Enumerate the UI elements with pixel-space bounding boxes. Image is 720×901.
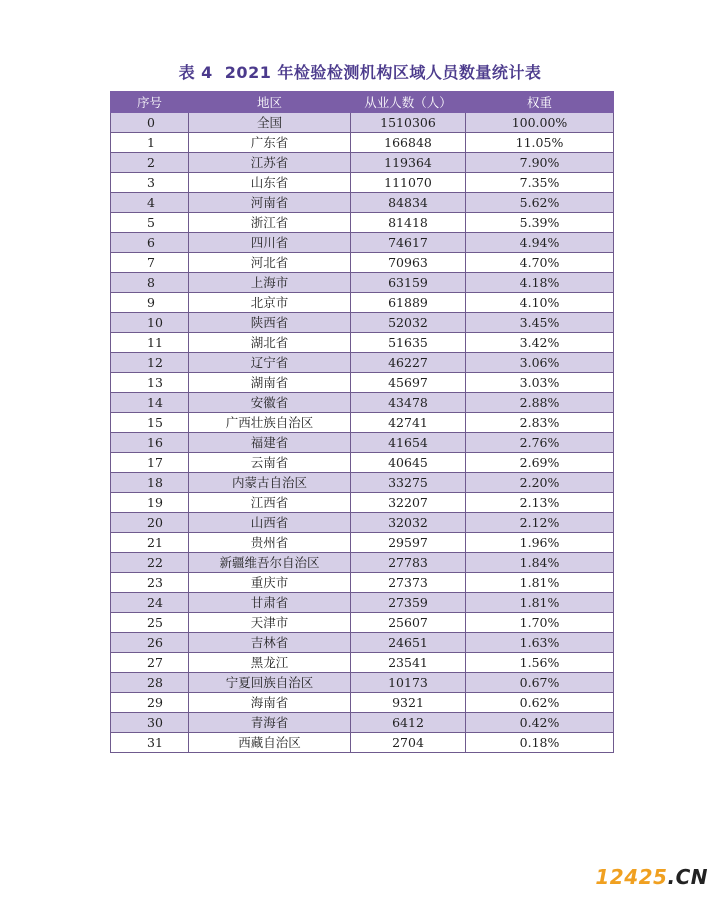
- table-row: [111, 493, 614, 513]
- cell-weight: 3.03%: [466, 373, 614, 393]
- cell-staff-count: 32207: [351, 493, 466, 513]
- cell-weight: 4.70%: [466, 253, 614, 273]
- table-number: 表 4: [178, 63, 213, 82]
- cell-region: 陕西省: [189, 313, 351, 333]
- table-row: [111, 193, 614, 213]
- cell-index: 18: [111, 473, 189, 493]
- cell-staff-count: 41654: [351, 433, 466, 453]
- cell-region: 海南省: [189, 693, 351, 713]
- cell-index: 19: [111, 493, 189, 513]
- cell-staff-count: 84834: [351, 193, 466, 213]
- table-title-text: 2021 年检验检测机构区域人员数量统计表: [224, 63, 542, 82]
- cell-staff-count: 52032: [351, 313, 466, 333]
- cell-weight: 0.18%: [466, 733, 614, 753]
- cell-region: 上海市: [189, 273, 351, 293]
- cell-staff-count: 27783: [351, 553, 466, 573]
- cell-index: 2: [111, 153, 189, 173]
- watermark-domain: .CN: [667, 865, 708, 889]
- cell-index: 13: [111, 373, 189, 393]
- cell-staff-count: 81418: [351, 213, 466, 233]
- cell-index: 8: [111, 273, 189, 293]
- cell-index: 20: [111, 513, 189, 533]
- cell-weight: 2.83%: [466, 413, 614, 433]
- table-row: [111, 313, 614, 333]
- cell-staff-count: 25607: [351, 613, 466, 633]
- cell-weight: 1.56%: [466, 653, 614, 673]
- cell-region: 江西省: [189, 493, 351, 513]
- cell-staff-count: 61889: [351, 293, 466, 313]
- cell-region: 安徽省: [189, 393, 351, 413]
- cell-region: 重庆市: [189, 573, 351, 593]
- cell-weight: 2.69%: [466, 453, 614, 473]
- cell-region: 甘肃省: [189, 593, 351, 613]
- cell-staff-count: 46227: [351, 353, 466, 373]
- table-row: [111, 653, 614, 673]
- cell-index: 11: [111, 333, 189, 353]
- cell-staff-count: 2704: [351, 733, 466, 753]
- cell-index: 3: [111, 173, 189, 193]
- table-row: [111, 113, 614, 133]
- cell-staff-count: 42741: [351, 413, 466, 433]
- table-row: [111, 553, 614, 573]
- cell-index: 14: [111, 393, 189, 413]
- table-row: [111, 613, 614, 633]
- cell-index: 1: [111, 133, 189, 153]
- cell-staff-count: 32032: [351, 513, 466, 533]
- cell-staff-count: 24651: [351, 633, 466, 653]
- cell-region: 河南省: [189, 193, 351, 213]
- table-row: [111, 213, 614, 233]
- cell-region: 吉林省: [189, 633, 351, 653]
- table-row: [111, 293, 614, 313]
- cell-staff-count: 1510306: [351, 113, 466, 133]
- table-row: [111, 733, 614, 753]
- cell-index: 23: [111, 573, 189, 593]
- cell-weight: 1.84%: [466, 553, 614, 573]
- cell-staff-count: 33275: [351, 473, 466, 493]
- header-region: 地区: [189, 92, 351, 113]
- cell-staff-count: 70963: [351, 253, 466, 273]
- cell-weight: 7.90%: [466, 153, 614, 173]
- cell-weight: 2.20%: [466, 473, 614, 493]
- cell-staff-count: 63159: [351, 273, 466, 293]
- table-row: [111, 513, 614, 533]
- cell-index: 15: [111, 413, 189, 433]
- cell-index: 4: [111, 193, 189, 213]
- cell-weight: 0.67%: [466, 673, 614, 693]
- cell-index: 30: [111, 713, 189, 733]
- cell-index: 16: [111, 433, 189, 453]
- cell-weight: 2.76%: [466, 433, 614, 453]
- table-row: [111, 573, 614, 593]
- table-row: [111, 693, 614, 713]
- table-row: [111, 353, 614, 373]
- cell-staff-count: 74617: [351, 233, 466, 253]
- cell-region: 广东省: [189, 133, 351, 153]
- header-index: 序号: [111, 92, 189, 113]
- cell-region: 天津市: [189, 613, 351, 633]
- cell-index: 31: [111, 733, 189, 753]
- table-row: [111, 133, 614, 153]
- cell-weight: 2.12%: [466, 513, 614, 533]
- cell-weight: 7.35%: [466, 173, 614, 193]
- cell-region: 江苏省: [189, 153, 351, 173]
- cell-index: 0: [111, 113, 189, 133]
- cell-staff-count: 43478: [351, 393, 466, 413]
- table-row: [111, 433, 614, 453]
- table-row: [111, 393, 614, 413]
- cell-weight: 1.96%: [466, 533, 614, 553]
- cell-weight: 1.70%: [466, 613, 614, 633]
- cell-weight: 4.18%: [466, 273, 614, 293]
- cell-index: 29: [111, 693, 189, 713]
- cell-staff-count: 29597: [351, 533, 466, 553]
- cell-staff-count: 27373: [351, 573, 466, 593]
- cell-region: 福建省: [189, 433, 351, 453]
- cell-weight: 5.62%: [466, 193, 614, 213]
- cell-weight: 4.10%: [466, 293, 614, 313]
- cell-weight: 1.81%: [466, 593, 614, 613]
- cell-weight: 100.00%: [466, 113, 614, 133]
- cell-weight: 4.94%: [466, 233, 614, 253]
- cell-index: 7: [111, 253, 189, 273]
- table-row: [111, 413, 614, 433]
- cell-index: 22: [111, 553, 189, 573]
- cell-staff-count: 9321: [351, 693, 466, 713]
- table-row: [111, 373, 614, 393]
- cell-region: 北京市: [189, 293, 351, 313]
- cell-weight: 1.81%: [466, 573, 614, 593]
- cell-region: 山西省: [189, 513, 351, 533]
- cell-staff-count: 10173: [351, 673, 466, 693]
- table-row: [111, 713, 614, 733]
- cell-region: 广西壮族自治区: [189, 413, 351, 433]
- table-row: [111, 633, 614, 653]
- cell-staff-count: 27359: [351, 593, 466, 613]
- cell-weight: 1.63%: [466, 633, 614, 653]
- cell-staff-count: 111070: [351, 173, 466, 193]
- cell-index: 28: [111, 673, 189, 693]
- table-row: [111, 593, 614, 613]
- table-row: [111, 533, 614, 553]
- cell-weight: 2.88%: [466, 393, 614, 413]
- cell-region: 西藏自治区: [189, 733, 351, 753]
- cell-weight: 3.06%: [466, 353, 614, 373]
- table-header-row: [111, 92, 614, 113]
- cell-region: 河北省: [189, 253, 351, 273]
- cell-staff-count: 23541: [351, 653, 466, 673]
- cell-weight: 3.42%: [466, 333, 614, 353]
- table-row: [111, 153, 614, 173]
- cell-region: 黑龙江: [189, 653, 351, 673]
- cell-index: 21: [111, 533, 189, 553]
- watermark-logo: [595, 865, 708, 889]
- cell-index: 9: [111, 293, 189, 313]
- cell-region: 湖北省: [189, 333, 351, 353]
- cell-weight: 0.62%: [466, 693, 614, 713]
- cell-region: 内蒙古自治区: [189, 473, 351, 493]
- cell-region: 全国: [189, 113, 351, 133]
- table-title: [0, 60, 720, 83]
- cell-staff-count: 45697: [351, 373, 466, 393]
- cell-index: 12: [111, 353, 189, 373]
- cell-index: 26: [111, 633, 189, 653]
- cell-region: 浙江省: [189, 213, 351, 233]
- cell-region: 云南省: [189, 453, 351, 473]
- cell-index: 6: [111, 233, 189, 253]
- cell-region: 湖南省: [189, 373, 351, 393]
- cell-region: 贵州省: [189, 533, 351, 553]
- cell-index: 5: [111, 213, 189, 233]
- table-row: [111, 453, 614, 473]
- table-row: [111, 253, 614, 273]
- cell-staff-count: 119364: [351, 153, 466, 173]
- cell-region: 宁夏回族自治区: [189, 673, 351, 693]
- table-row: [111, 173, 614, 193]
- table-row: [111, 333, 614, 353]
- header-staff-count: 从业人数（人）: [351, 92, 466, 113]
- stats-table: [110, 91, 614, 753]
- cell-staff-count: 166848: [351, 133, 466, 153]
- cell-weight: 5.39%: [466, 213, 614, 233]
- cell-region: 青海省: [189, 713, 351, 733]
- cell-region: 辽宁省: [189, 353, 351, 373]
- cell-index: 25: [111, 613, 189, 633]
- table-body: [111, 113, 614, 753]
- cell-staff-count: 40645: [351, 453, 466, 473]
- table-row: [111, 473, 614, 493]
- cell-region: 新疆维吾尔自治区: [189, 553, 351, 573]
- table-row: [111, 233, 614, 253]
- cell-weight: 2.13%: [466, 493, 614, 513]
- table-row: [111, 273, 614, 293]
- cell-index: 27: [111, 653, 189, 673]
- header-weight: 权重: [466, 92, 614, 113]
- cell-region: 四川省: [189, 233, 351, 253]
- cell-index: 24: [111, 593, 189, 613]
- cell-index: 17: [111, 453, 189, 473]
- cell-staff-count: 51635: [351, 333, 466, 353]
- cell-weight: 11.05%: [466, 133, 614, 153]
- cell-weight: 3.45%: [466, 313, 614, 333]
- table-row: [111, 673, 614, 693]
- cell-region: 山东省: [189, 173, 351, 193]
- cell-staff-count: 6412: [351, 713, 466, 733]
- cell-weight: 0.42%: [466, 713, 614, 733]
- watermark-number: 12425: [595, 865, 668, 889]
- cell-index: 10: [111, 313, 189, 333]
